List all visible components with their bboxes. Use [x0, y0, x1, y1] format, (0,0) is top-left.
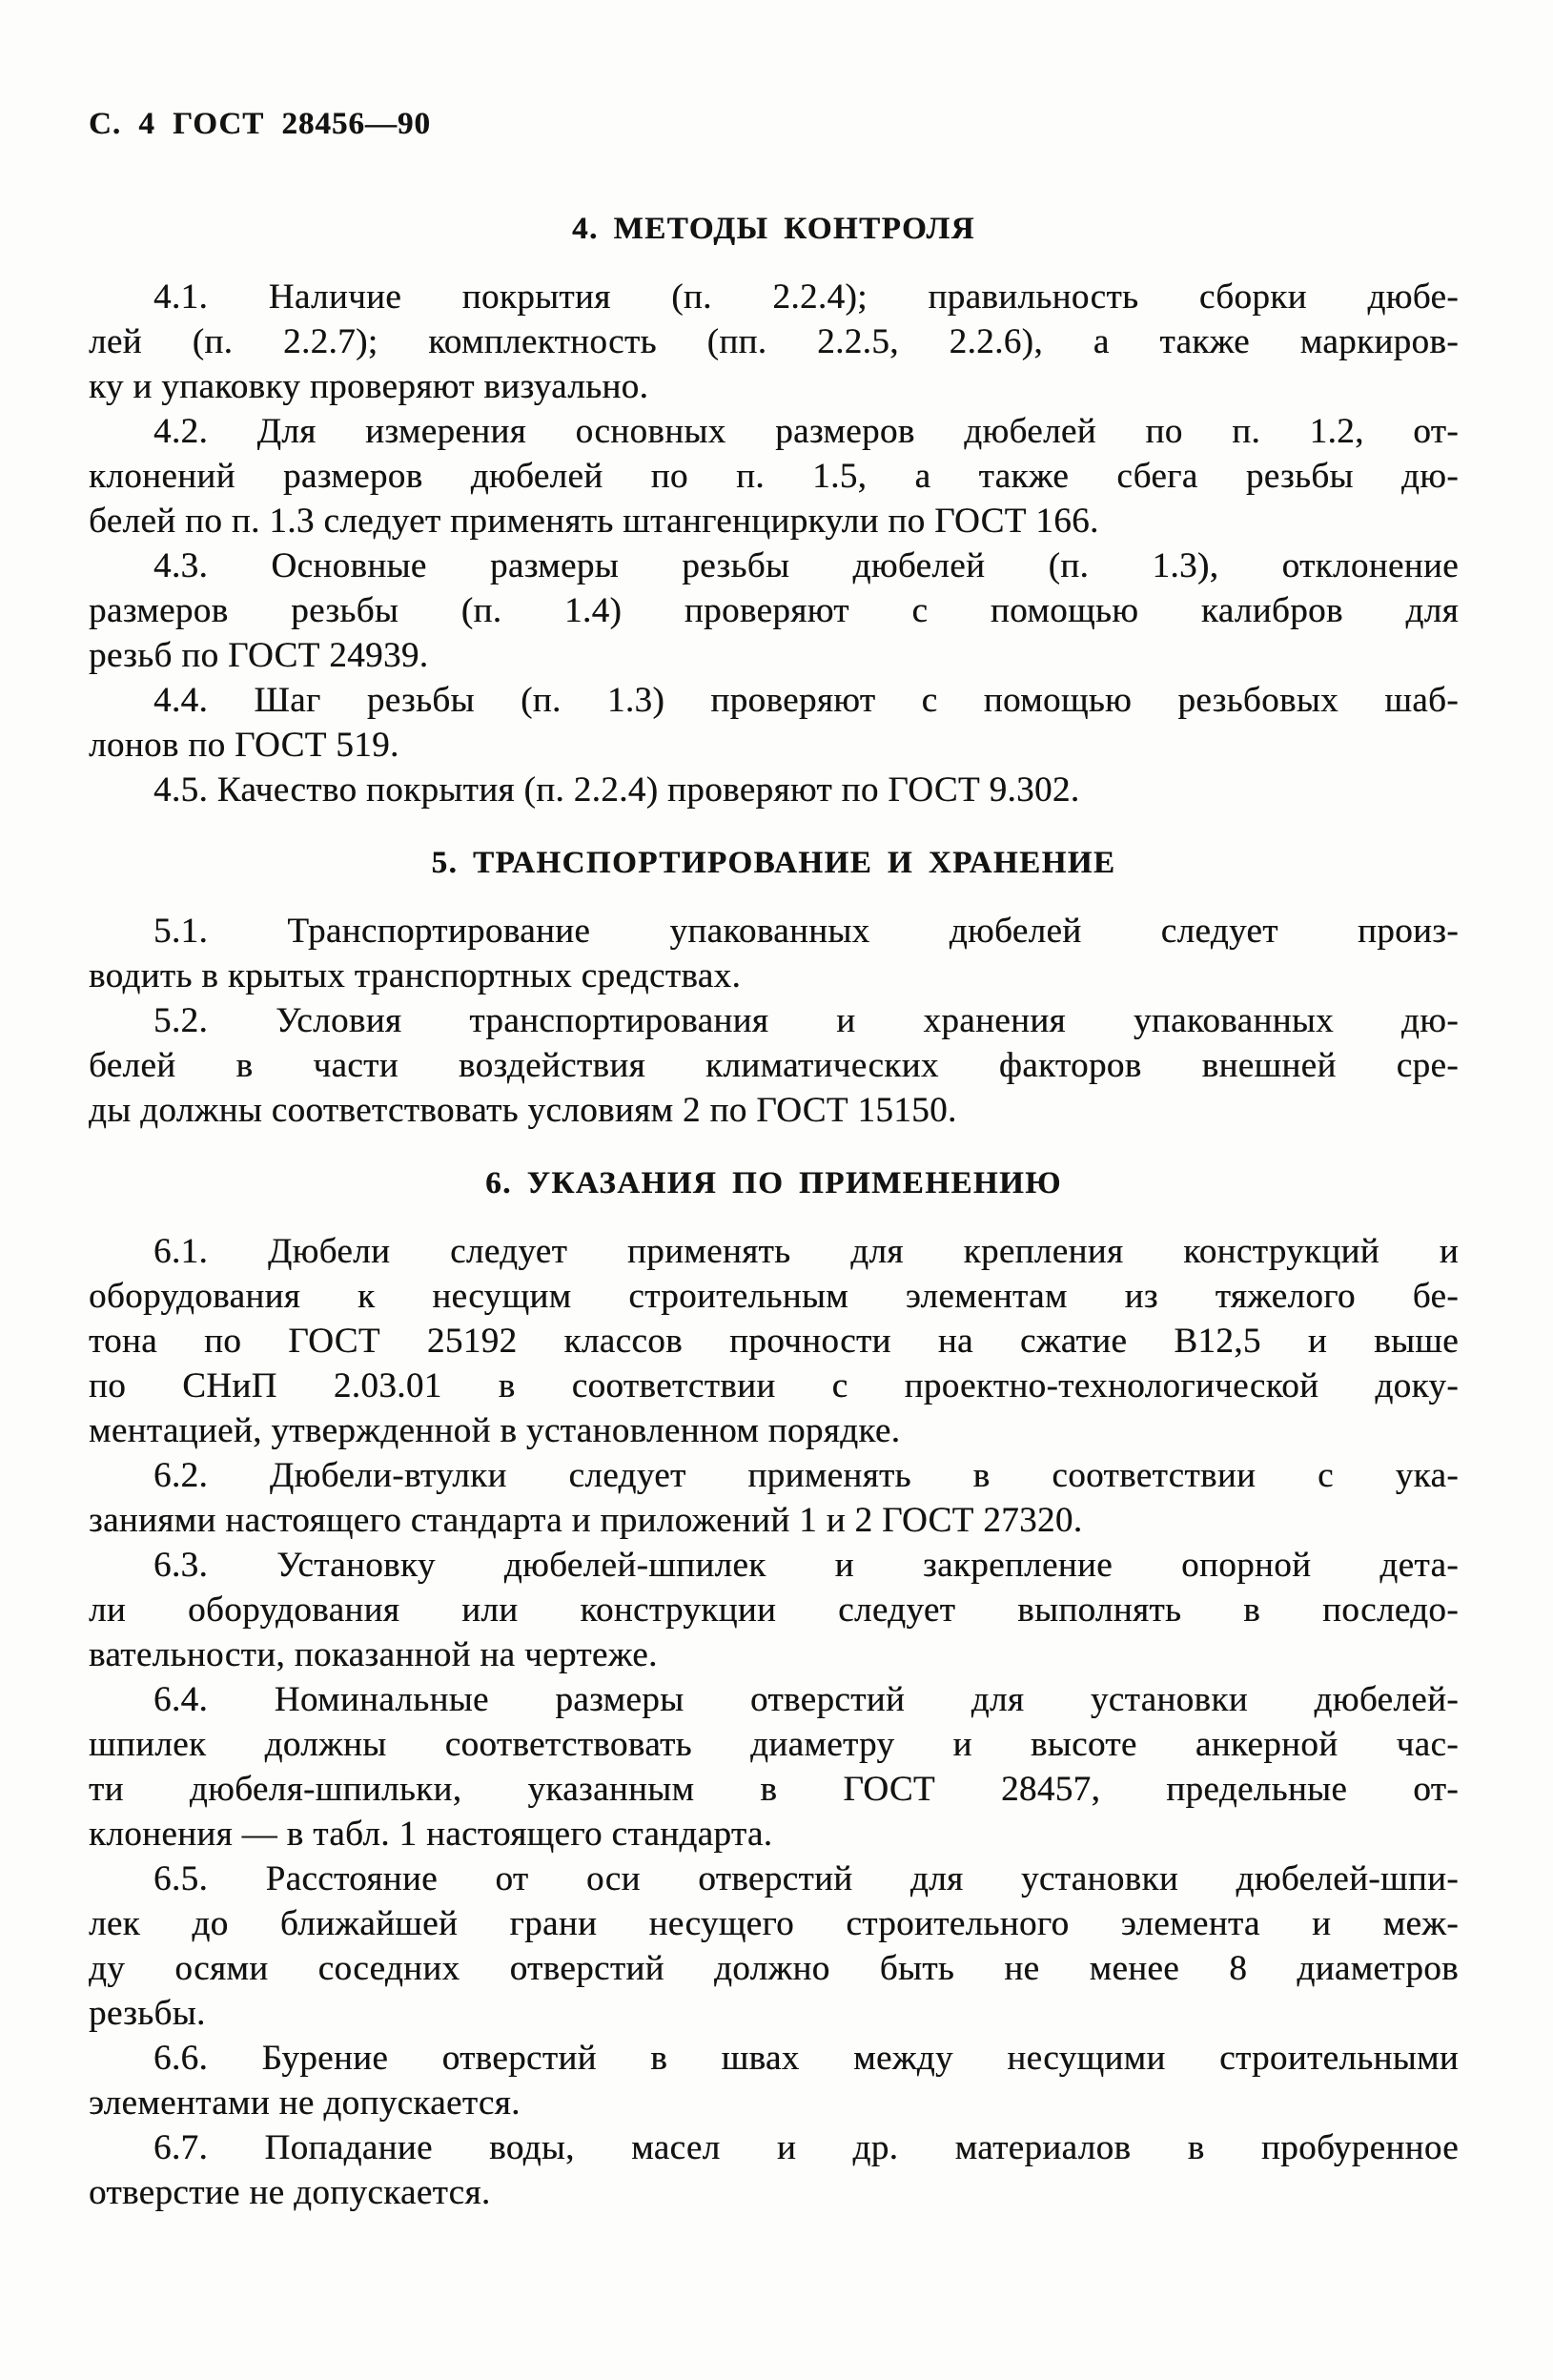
text-line: ментацией, утвержденной в установленном порядке.: [89, 1411, 901, 1450]
section-metody-kontrolya: [89, 210, 1459, 812]
text-line: ду осями соседних отверстий должно быть не менее 8 диаметров: [89, 1949, 1459, 1988]
text-line: оборудования к несущим строительным элементам из тяжелого бе-: [89, 1277, 1459, 1316]
paragraph: [89, 678, 1459, 768]
text-line: 6.2. Дюбели-втулки следует применять в соответствии с ука-: [153, 1456, 1459, 1495]
text-line: белей по п. 1.3 следует применять штангенциркули по ГОСТ 166.: [89, 502, 1099, 541]
text-line: 5.2. Условия транспортирования и хранения упакованных дю-: [153, 1001, 1459, 1040]
text-line: 6.7. Попадание воды, масел и др. материалов в пробуренное: [153, 2128, 1459, 2167]
text-line: отверстие не допускается.: [89, 2173, 491, 2212]
paragraph: [89, 1453, 1459, 1543]
section-transportirovanie-i-khranenie: [89, 844, 1459, 1133]
text-line: тона по ГОСТ 25192 классов прочности на сжатие В12,5 и выше: [89, 1322, 1459, 1361]
text-line: 6.3. Установку дюбелей-шпилек и закрепление опорной дета-: [153, 1546, 1459, 1585]
text-line: 6.4. Номинальные размеры отверстий для установки дюбелей-: [153, 1680, 1459, 1719]
text-line: вательности, показанной на чертеже.: [89, 1635, 658, 1674]
paragraph: [89, 1677, 1459, 1857]
text-line: 4.3. Основные размеры резьбы дюбелей (п. 1.3), отклонение: [153, 546, 1459, 585]
text-line: ку и упаковку проверяют визуально.: [89, 367, 649, 406]
text-line: резьбы.: [89, 1994, 206, 2033]
text-line: 4.1. Наличие покрытия (п. 2.2.4); правильность сборки дюбе-: [153, 277, 1459, 317]
text-line: белей в части воздействия климатических факторов внешней сре-: [89, 1046, 1459, 1085]
text-line: лек до ближайшей грани несущего строительного элемента и меж-: [89, 1904, 1459, 1943]
paragraph: [89, 544, 1459, 678]
text-line: клонения — в табл. 1 настоящего стандарта.: [89, 1815, 773, 1854]
section-ukazaniya-po-primeneniyu: [89, 1164, 1459, 2215]
text-line: по СНиП 2.03.01 в соответствии с проектно-технологической доку-: [89, 1366, 1459, 1405]
text-line: шпилек должны соответствовать диаметру и высоте анкерной час-: [89, 1725, 1459, 1764]
text-line: 6.5. Расстояние от оси отверстий для установки дюбелей-шпи-: [153, 1859, 1459, 1898]
text-line: 5.1. Транспортирование упакованных дюбелей следует произ-: [153, 912, 1459, 951]
page-header: С. 4 ГОСТ 28456—90: [89, 107, 431, 141]
paragraph: [89, 2125, 1459, 2215]
text-line: размеров резьбы (п. 1.4) проверяют с помощью калибров для: [89, 591, 1459, 630]
paragraph: [89, 998, 1459, 1133]
text-line: резьб по ГОСТ 24939.: [89, 636, 429, 675]
section-heading: 6. УКАЗАНИЯ ПО ПРИМЕНЕНИЮ: [485, 1166, 1062, 1200]
paragraph: [89, 2036, 1459, 2125]
section-heading: 5. ТРАНСПОРТИРОВАНИЕ И ХРАНЕНИЕ: [431, 846, 1116, 880]
paragraph: [89, 768, 1459, 812]
paragraph: [89, 409, 1459, 544]
text-line: 6.1. Дюбели следует применять для крепления конструкций и: [153, 1232, 1459, 1271]
paragraph: [89, 909, 1459, 998]
page-content: [89, 105, 1459, 2215]
paragraph: [89, 1543, 1459, 1677]
text-line: клонений размеров дюбелей по п. 1.5, а также сбега резьбы дю-: [89, 457, 1459, 496]
paragraph: [89, 1857, 1459, 2036]
text-line: ли оборудования или конструкции следует выполнять в последо-: [89, 1590, 1459, 1630]
text-line: ти дюбеля-шпильки, указанным в ГОСТ 28457, предельные от-: [89, 1770, 1459, 1809]
text-line: лонов по ГОСТ 519.: [89, 726, 399, 765]
text-line: элементами не допускается.: [89, 2083, 521, 2123]
text-line: 4.5. Качество покрытия (п. 2.2.4) проверяют по ГОСТ 9.302.: [153, 770, 1080, 810]
paragraph: [89, 275, 1459, 409]
text-line: водить в крытых транспортных средствах.: [89, 956, 742, 995]
text-line: лей (п. 2.2.7); комплектность (пп. 2.2.5, 2.2.6), а также маркиров-: [89, 322, 1459, 361]
paragraph: [89, 1229, 1459, 1453]
text-line: ды должны соответствовать условиям 2 по ГОСТ 15150.: [89, 1091, 957, 1130]
section-heading: 4. МЕТОДЫ КОНТРОЛЯ: [572, 212, 975, 246]
text-line: 6.6. Бурение отверстий в швах между несущими строительными: [153, 2039, 1459, 2078]
text-line: заниями настоящего стандарта и приложений 1 и 2 ГОСТ 27320.: [89, 1501, 1083, 1540]
text-line: 4.2. Для измерения основных размеров дюбелей по п. 1.2, от-: [153, 412, 1459, 451]
text-line: 4.4. Шаг резьбы (п. 1.3) проверяют с помощью резьбовых шаб-: [153, 681, 1459, 720]
